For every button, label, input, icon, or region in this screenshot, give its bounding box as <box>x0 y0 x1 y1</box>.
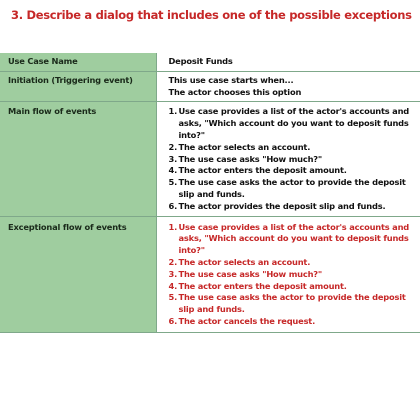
exception-step <box>169 316 413 328</box>
step-number: 2. <box>168 141 178 152</box>
step-number: 6. <box>168 315 178 326</box>
step-text: The actor enters the deposit amount. <box>178 280 347 291</box>
step-text: The use case asks "How much?" <box>178 153 323 164</box>
initiation-line: This use case starts when... <box>168 74 294 85</box>
step-number: 5. <box>168 292 178 303</box>
step-text: The use case asks the actor to provide the deposit slip and funds. <box>178 177 406 199</box>
table-row <box>0 216 420 332</box>
step-text: The use case asks "How much?" <box>178 268 323 279</box>
initiation-line: The actor chooses this option <box>168 86 302 97</box>
main-flow-step <box>169 177 413 201</box>
step-number: 6. <box>168 200 178 211</box>
main-flow-step <box>169 201 413 213</box>
exception-step <box>169 269 413 281</box>
step-text: The actor cancels the request. <box>178 315 316 326</box>
step-number: 3. <box>168 268 178 279</box>
main-flow-step <box>169 154 413 166</box>
step-text: The actor selects an account. <box>178 141 311 152</box>
step-text: Use case provides a list of the actor's accounts and asks, "Which account do you want to deposit funds into?" <box>178 221 410 256</box>
use-case-name-value: Deposit Funds <box>156 53 420 71</box>
exception-step <box>169 292 413 316</box>
use-case-table <box>0 53 420 333</box>
row-label-exceptional-flow: Exceptional flow of events <box>0 216 156 332</box>
main-flow-step <box>169 106 413 141</box>
exception-step <box>169 222 413 257</box>
step-text: The actor selects an account. <box>178 256 311 267</box>
row-label-use-case-name: Use Case Name <box>0 53 156 71</box>
exception-step <box>169 257 413 269</box>
table-row <box>0 71 420 102</box>
step-number: 4. <box>168 280 178 291</box>
table-row <box>0 102 420 216</box>
step-number: 4. <box>168 165 178 176</box>
step-text: Use case provides a list of the actor's accounts and asks, "Which account do you want to deposit funds into?" <box>178 106 410 140</box>
main-flow-step <box>169 165 413 177</box>
step-text: The actor enters the deposit amount. <box>178 165 347 176</box>
exceptional-flow-steps <box>156 216 420 332</box>
step-number: 1. <box>168 221 178 232</box>
step-number: 3. <box>168 153 178 164</box>
main-flow-step <box>169 142 413 154</box>
row-label-initiation: Initiation (Triggering event) <box>0 71 156 102</box>
row-label-main-flow: Main flow of events <box>0 102 156 216</box>
exception-step <box>169 281 413 293</box>
main-flow-steps <box>156 102 420 216</box>
step-number: 1. <box>168 106 178 117</box>
step-number: 2. <box>168 256 178 267</box>
step-text: The use case asks the actor to provide the deposit slip and funds. <box>178 292 406 315</box>
initiation-value <box>156 71 420 102</box>
step-number: 5. <box>168 177 178 188</box>
table-row <box>0 53 420 71</box>
page-title: 3. Describe a dialog that includes one of the possible exceptions <box>11 8 412 22</box>
step-text: The actor provides the deposit slip and funds. <box>178 200 386 211</box>
